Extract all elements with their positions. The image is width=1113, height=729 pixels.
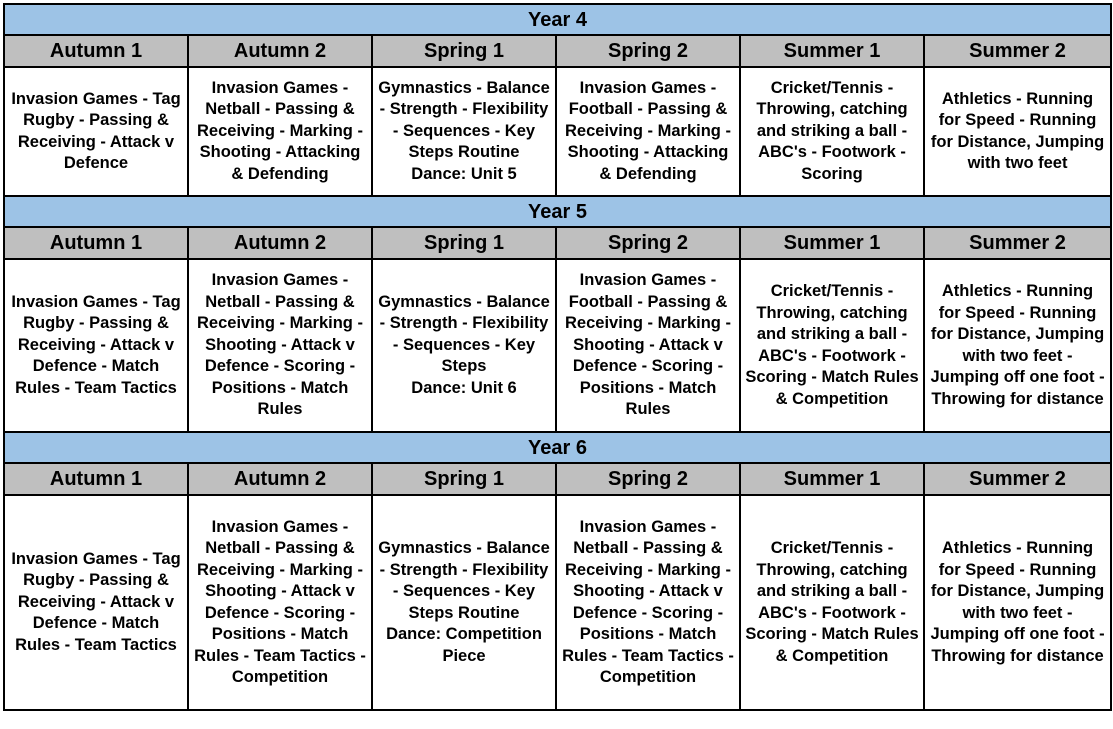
term-header-autumn-2: Autumn 2	[188, 227, 372, 259]
term-header-row	[4, 227, 1111, 259]
term-header-summer-1: Summer 1	[740, 463, 924, 495]
term-header-summer-2: Summer 2	[924, 35, 1111, 67]
activity-cell-summer-1: Cricket/Tennis - Throwing, catching and striking a ball - ABC's - Footwork - Scoring - Match Rules & Competition	[740, 259, 924, 432]
activity-cell-autumn-1: Invasion Games - Tag Rugby - Passing & Receiving - Attack v Defence - Match Rules - Team Tactics	[4, 259, 188, 432]
term-header-spring-2: Spring 2	[556, 35, 740, 67]
activity-cell-summer-1: Cricket/Tennis - Throwing, catching and striking a ball - ABC's - Footwork - Scoring - Match Rules & Competition	[740, 495, 924, 710]
term-header-autumn-2: Autumn 2	[188, 35, 372, 67]
activity-cell-spring-2: Invasion Games - Netball - Passing & Receiving - Marking - Shooting - Attack v Defence - Scoring - Positions - Match Rules - Team Tactics - Competition	[556, 495, 740, 710]
activity-cell-autumn-1: Invasion Games - Tag Rugby - Passing & Receiving - Attack v Defence	[4, 67, 188, 196]
year-title: Year 6	[4, 432, 1111, 463]
activity-cell-summer-2: Athletics - Running for Speed - Running for Distance, Jumping with two feet - Jumping off one foot - Throwing for distance	[924, 259, 1111, 432]
activity-cell-spring-1: Gymnastics - Balance - Strength - Flexibility - Sequences - Key Steps Routine Dance: Unit 5	[372, 67, 556, 196]
term-header-autumn-1: Autumn 1	[4, 35, 188, 67]
activity-cell-spring-2: Invasion Games - Football - Passing & Receiving - Marking - Shooting - Attack v Defence - Scoring - Positions - Match Rules	[556, 259, 740, 432]
term-header-summer-2: Summer 2	[924, 463, 1111, 495]
term-header-spring-1: Spring 1	[372, 463, 556, 495]
term-header-autumn-2: Autumn 2	[188, 463, 372, 495]
term-header-spring-1: Spring 1	[372, 227, 556, 259]
term-header-row	[4, 463, 1111, 495]
term-header-summer-1: Summer 1	[740, 35, 924, 67]
term-header-row	[4, 35, 1111, 67]
year-header-row	[4, 4, 1111, 35]
activity-cell-autumn-1: Invasion Games - Tag Rugby - Passing & Receiving - Attack v Defence - Match Rules - Team Tactics	[4, 495, 188, 710]
year-header-row	[4, 196, 1111, 227]
activity-row	[4, 259, 1111, 432]
year-title: Year 5	[4, 196, 1111, 227]
activity-cell-summer-1: Cricket/Tennis - Throwing, catching and striking a ball - ABC's - Footwork - Scoring	[740, 67, 924, 196]
activity-cell-spring-2: Invasion Games - Football - Passing & Receiving - Marking - Shooting - Attacking & Defending	[556, 67, 740, 196]
year-header-row	[4, 432, 1111, 463]
activity-cell-autumn-2: Invasion Games - Netball - Passing & Receiving - Marking - Shooting - Attacking & Defending	[188, 67, 372, 196]
activity-cell-summer-2: Athletics - Running for Speed - Running for Distance, Jumping with two feet	[924, 67, 1111, 196]
activity-cell-autumn-2: Invasion Games - Netball - Passing & Receiving - Marking - Shooting - Attack v Defence - Scoring - Positions - Match Rules	[188, 259, 372, 432]
term-header-summer-2: Summer 2	[924, 227, 1111, 259]
term-header-autumn-1: Autumn 1	[4, 227, 188, 259]
activity-row	[4, 495, 1111, 710]
term-header-spring-1: Spring 1	[372, 35, 556, 67]
pe-curriculum-table	[3, 3, 1112, 711]
activity-row	[4, 67, 1111, 196]
term-header-spring-2: Spring 2	[556, 227, 740, 259]
term-header-autumn-1: Autumn 1	[4, 463, 188, 495]
term-header-spring-2: Spring 2	[556, 463, 740, 495]
activity-cell-autumn-2: Invasion Games - Netball - Passing & Receiving - Marking - Shooting - Attack v Defence - Scoring - Positions - Match Rules - Team Tactics - Competition	[188, 495, 372, 710]
activity-cell-spring-1: Gymnastics - Balance - Strength - Flexibility - Sequences - Key Steps Routine Dance: Competition Piece	[372, 495, 556, 710]
activity-cell-summer-2: Athletics - Running for Speed - Running for Distance, Jumping with two feet - Jumping off one foot - Throwing for distance	[924, 495, 1111, 710]
term-header-summer-1: Summer 1	[740, 227, 924, 259]
year-title: Year 4	[4, 4, 1111, 35]
activity-cell-spring-1: Gymnastics - Balance - Strength - Flexibility - Sequences - Key Steps Dance: Unit 6	[372, 259, 556, 432]
